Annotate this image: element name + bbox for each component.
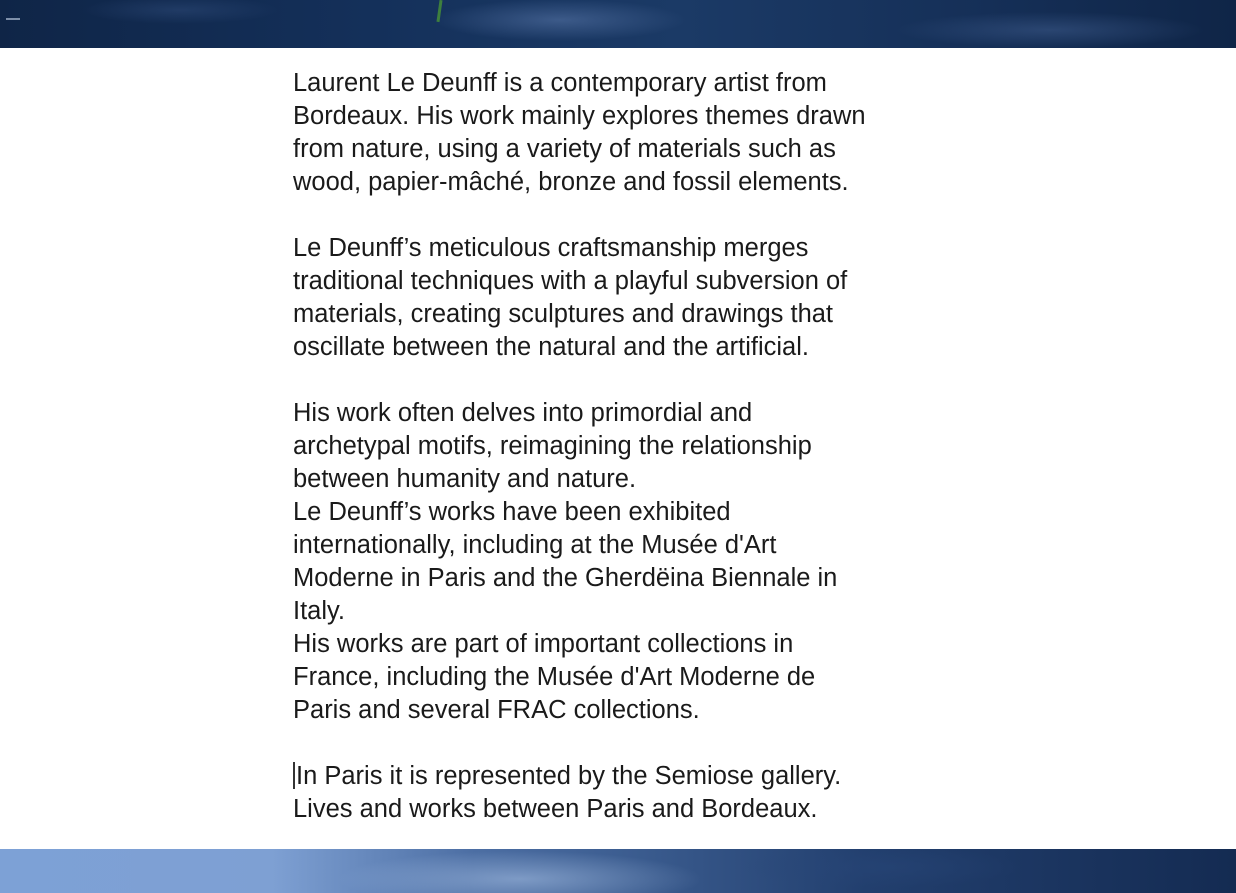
text-line: In Paris it is represented by the Semiose gallery. [296, 762, 842, 790]
text-line: archetypal motifs, reimagining the relationship [293, 432, 812, 460]
text-line: His works are part of important collections in [293, 630, 794, 658]
text-line: wood, papier-mâché, bronze and fossil elements. [293, 168, 849, 196]
paragraph-gap [293, 727, 953, 760]
plant-stem-detail [436, 0, 442, 22]
background-image-bottom [0, 849, 1236, 893]
text-line: Le Deunff’s meticulous craftsmanship merges [293, 234, 809, 262]
text-line: Lives and works between Paris and Bordeaux. [293, 795, 818, 823]
text-line: Moderne in Paris and the Gherdëina Biennale in [293, 564, 838, 592]
text-line: Paris and several FRAC collections. [293, 696, 700, 724]
paragraph-gap [293, 199, 953, 232]
text-line: Laurent Le Deunff is a contemporary artist from [293, 69, 827, 97]
text-line: Italy. [293, 597, 345, 625]
text-line: oscillate between the natural and the artificial. [293, 333, 809, 361]
text-line: internationally, including at the Musée d'Art [293, 531, 777, 559]
background-image-top [0, 0, 1236, 48]
paragraph-gap [293, 364, 953, 397]
biography-text[interactable] [293, 67, 953, 826]
text-line-with-cursor [293, 760, 953, 793]
text-line: traditional techniques with a playful subversion of [293, 267, 848, 295]
text-line: Le Deunff’s works have been exhibited [293, 498, 731, 526]
text-line: Bordeaux. His work mainly explores themes drawn [293, 102, 866, 130]
text-line: from nature, using a variety of materials such as [293, 135, 836, 163]
text-line: France, including the Musée d'Art Moderne de [293, 663, 816, 691]
text-line: His work often delves into primordial and [293, 399, 753, 427]
text-line: between humanity and nature. [293, 465, 637, 493]
text-line: materials, creating sculptures and drawings that [293, 300, 834, 328]
text-cursor [293, 762, 295, 789]
background-mark [6, 18, 20, 20]
